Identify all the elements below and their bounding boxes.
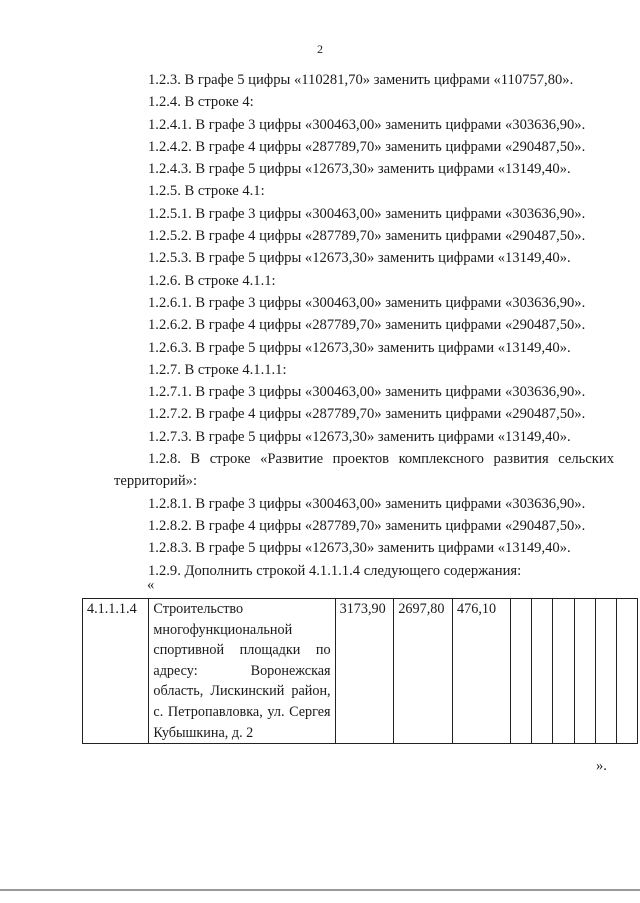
- paragraph-1-2-8-continuation: территорий»:: [114, 473, 198, 490]
- empty-cell: [616, 599, 637, 744]
- paragraph-1-2-7-2: 1.2.7.2. В графе 4 цифры «287789,70» заменить цифрами «290487,50».: [148, 406, 586, 423]
- paragraph-1-2-4-3: 1.2.4.3. В графе 5 цифры «12673,30» заменить цифрами «13149,40».: [148, 161, 571, 178]
- paragraph-1-2-5-2: 1.2.5.2. В графе 4 цифры «287789,70» заменить цифрами «290487,50».: [148, 228, 586, 245]
- paragraph-1-2-3: 1.2.3. В графе 5 цифры «110281,70» заменить цифрами «110757,80».: [148, 72, 574, 88]
- empty-cell: [511, 599, 532, 744]
- paragraph-1-2-6-3: 1.2.6.3. В графе 5 цифры «12673,30» заменить цифрами «13149,40».: [148, 339, 571, 356]
- paragraph-1-2-6-2: 1.2.6.2. В графе 4 цифры «287789,70» заменить цифрами «290487,50».: [148, 317, 586, 334]
- scan-edge-line: [0, 889, 640, 891]
- empty-cell: [553, 599, 574, 744]
- paragraph-1-2-6: 1.2.6. В строке 4.1.1:: [148, 272, 276, 289]
- paragraph-1-2-5: 1.2.5. В строке 4.1:: [148, 183, 265, 200]
- empty-cell: [574, 599, 595, 744]
- paragraph-1-2-9: 1.2.9. Дополнить строкой 4.1.1.1.4 следующего содержания:: [148, 562, 522, 579]
- paragraph-1-2-4-2: 1.2.4.2. В графе 4 цифры «287789,70» заменить цифрами «290487,50».: [148, 138, 586, 155]
- table-row: [83, 599, 638, 744]
- paragraph-1-2-7: 1.2.7. В строке 4.1.1.1:: [148, 361, 287, 378]
- opening-quote: «: [147, 577, 155, 593]
- empty-cell: [595, 599, 616, 744]
- paragraph-1-2-8-1: 1.2.8.1. В графе 3 цифры «300463,00» заменить цифрами «303636,90».: [148, 495, 586, 512]
- paragraph-1-2-7-3: 1.2.7.3. В графе 5 цифры «12673,30» заменить цифрами «13149,40».: [148, 428, 571, 445]
- paragraph-1-2-6-1: 1.2.6.1. В графе 3 цифры «300463,00» заменить цифрами «303636,90».: [148, 294, 586, 311]
- paragraph-1-2-8-2: 1.2.8.2. В графе 4 цифры «287789,70» заменить цифрами «290487,50».: [148, 517, 586, 534]
- row-value-column-3: 3173,90: [335, 599, 394, 744]
- paragraph-1-2-4: 1.2.4. В строке 4:: [148, 94, 254, 111]
- paragraph-1-2-8: 1.2.8. В строке «Развитие проектов комплексного развития сельских: [148, 451, 614, 468]
- amendment-paragraphs: [114, 69, 614, 582]
- paragraph-1-2-5-3: 1.2.5.3. В графе 5 цифры «12673,30» заменить цифрами «13149,40».: [148, 250, 571, 267]
- paragraph-1-2-5-1: 1.2.5.1. В графе 3 цифры «300463,00» заменить цифрами «303636,90».: [148, 205, 586, 222]
- paragraph-1-2-7-1: 1.2.7.1. В графе 3 цифры «300463,00» заменить цифрами «303636,90».: [148, 384, 586, 401]
- closing-quote: ».: [596, 758, 607, 774]
- row-value-column-5: 476,10: [453, 599, 511, 744]
- empty-cell: [532, 599, 553, 744]
- row-name-cell: Строительство многофункциональной спортивной площадки по адресу: Воронежская область, Лискинский район, с. Петропавловка, ул. Сергея Кубышкина, д. 2: [149, 599, 335, 744]
- page-number: 2: [317, 42, 323, 56]
- row-value-column-4: 2697,80: [394, 599, 453, 744]
- paragraph-1-2-8-3: 1.2.8.3. В графе 5 цифры «12673,30» заменить цифрами «13149,40».: [148, 540, 571, 557]
- paragraph-1-2-4-1: 1.2.4.1. В графе 3 цифры «300463,00» заменить цифрами «303636,90».: [148, 116, 586, 133]
- row-code-cell: 4.1.1.1.4: [83, 599, 149, 744]
- inserted-row-table: [82, 598, 638, 744]
